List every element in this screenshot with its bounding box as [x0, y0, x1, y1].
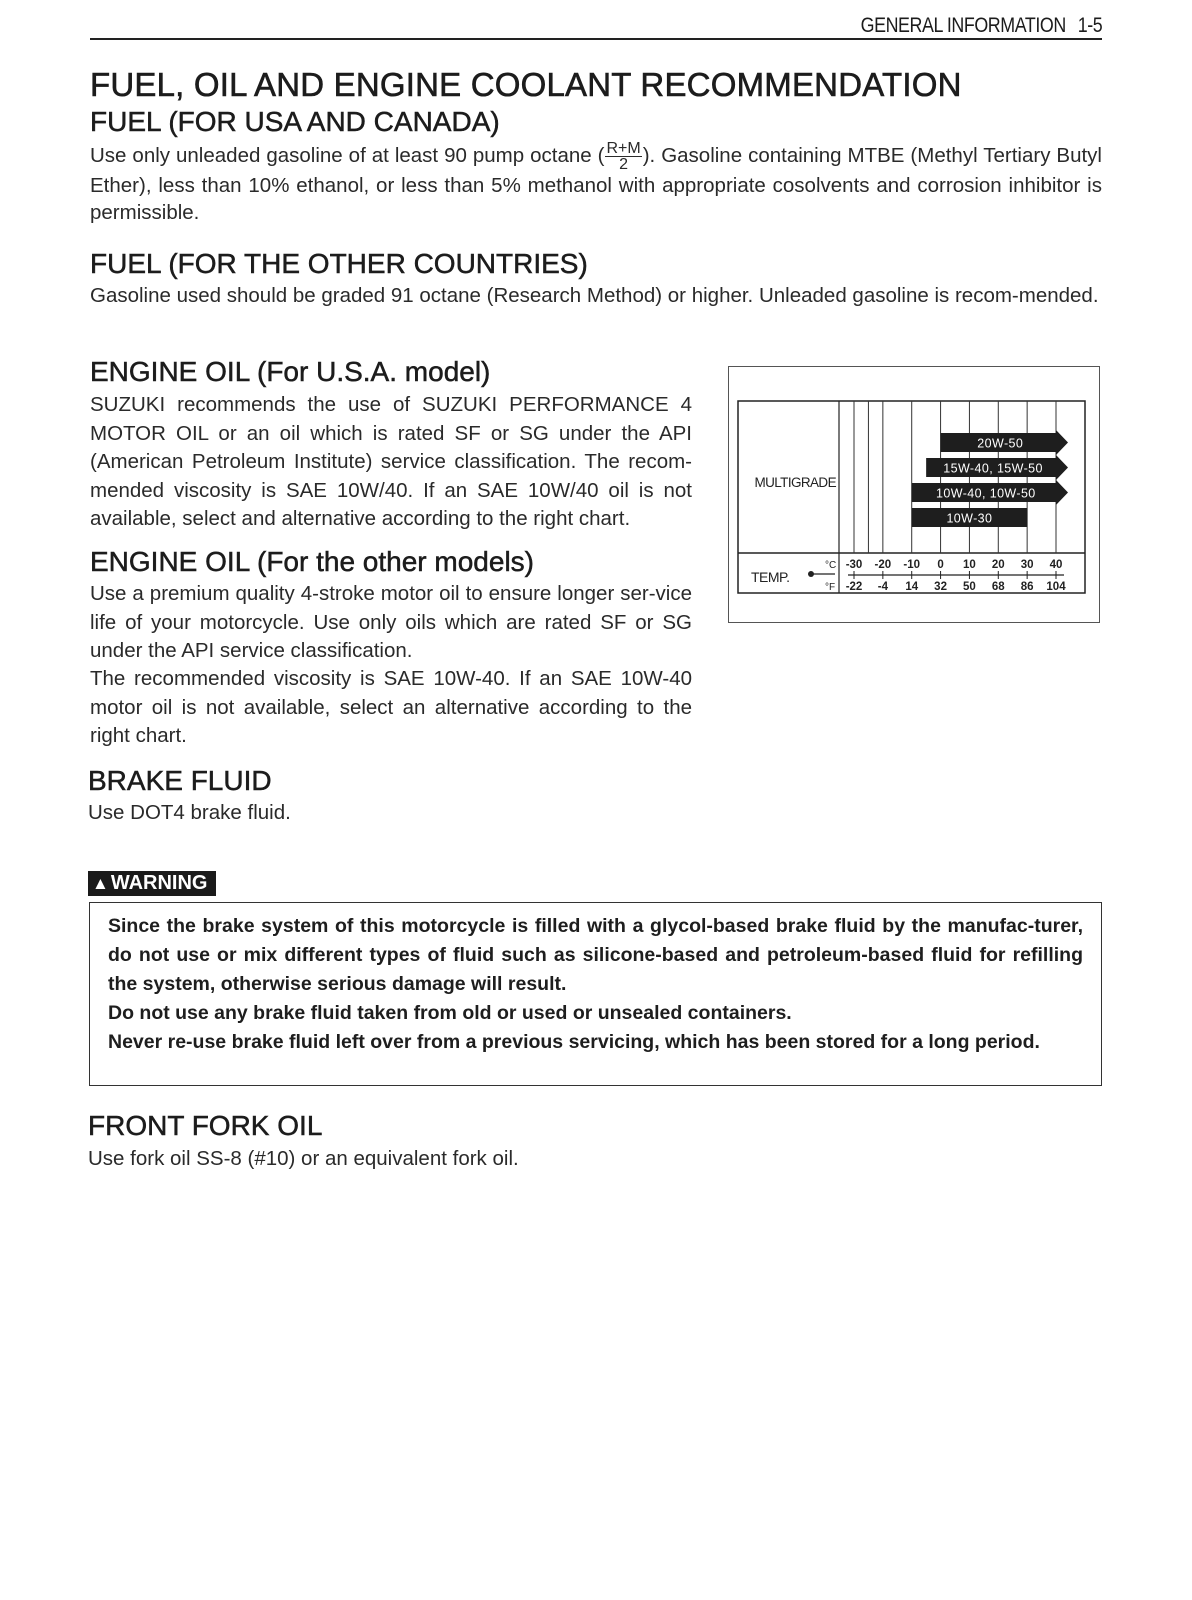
- celsius-tick-label: -20: [874, 559, 892, 571]
- chart-temp-scale-dot: [808, 571, 814, 577]
- viscosity-bar-label: 10W-30: [946, 511, 993, 526]
- fuel-other-text: Gasoline used should be graded 91 octane (Research Method) or higher. Unleaded gasoline is recom-mended.: [90, 284, 1099, 307]
- warning-triangle-icon: ▲: [92, 874, 109, 893]
- fahrenheit-tick-label: 50: [963, 581, 976, 593]
- fahrenheit-tick-label: 68: [991, 581, 1005, 593]
- viscosity-chart: [728, 366, 1100, 623]
- fuel-usa-text-before: Use only unleaded gasoline of at least 90 pump octane (: [90, 143, 605, 167]
- fahrenheit-tick-label: 86: [1020, 581, 1034, 593]
- page-title: FUEL, OIL AND ENGINE COOLANT RECOMMENDATION: [90, 66, 962, 103]
- warning-label: WARNING: [110, 872, 208, 894]
- warning-paragraph-2: Do not use any brake fluid taken from old or used or unsealed containers.: [108, 1002, 792, 1024]
- running-header: [90, 8, 1102, 40]
- warning-paragraph-3: Never re-use brake fluid left over from a previous servicing, which has been stored for a long period.: [108, 1031, 1040, 1053]
- oil-other-text-2: The recommended viscosity is SAE 10W-40. If an SAE 10W-40 motor oil is not available, select an alternative according to the right chart.: [90, 667, 692, 747]
- fahrenheit-tick-label: 104: [1046, 581, 1066, 593]
- chart-temp-label: TEMP.: [751, 569, 790, 585]
- brake-text: Use DOT4 brake fluid.: [88, 801, 291, 824]
- fuel-other-heading: FUEL (FOR THE OTHER COUNTRIES): [90, 248, 588, 279]
- oil-other-text-1: Use a premium quality 4-stroke motor oil to ensure longer ser-vice life of your motorcycle. Use only oils which are rated SF or SG under the API service classification.: [90, 582, 692, 662]
- header-section: GENERAL INFORMATION: [860, 14, 1066, 37]
- celsius-tick-label: 10: [963, 559, 976, 571]
- fuel-usa-text: [90, 141, 1102, 226]
- warning-badge: [88, 871, 216, 896]
- fraction-numerator: R+M: [606, 140, 641, 157]
- celsius-tick-label: 30: [1020, 559, 1034, 571]
- viscosity-chart-svg: [729, 367, 1101, 624]
- viscosity-bar-label: 15W-40, 15W-50: [943, 461, 1043, 476]
- page-number: 1-5: [1077, 14, 1102, 37]
- fuel-usa-heading: FUEL (FOR USA AND CANADA): [90, 106, 500, 137]
- chart-unit-celsius: °C: [825, 560, 837, 571]
- fahrenheit-tick-label: -4: [877, 581, 888, 593]
- warning-box: [89, 902, 1102, 1086]
- oil-usa-text: SUZUKI recommends the use of SUZUKI PERFORMANCE 4 MOTOR OIL or an oil which is rated SF or SG under the API (American Petroleum Institute) service classification. The recom-mended viscosity is SAE 10W/40. If an SAE 10W/40 oil is not available, select and alternative according to the right chart.: [90, 393, 692, 530]
- oil-usa-heading: ENGINE OIL (For U.S.A. model): [90, 356, 491, 387]
- header-text: [860, 14, 1102, 38]
- fahrenheit-tick-label: 14: [905, 581, 919, 593]
- warning-paragraph-1: Since the brake system of this motorcycle is filled with a glycol-based brake fluid by the manufac-turer, do not use or mix different types of fluid such as silicone-based and petroleum-based fluid for refilling the system, otherwise serious damage will result.: [108, 915, 1083, 995]
- fuel-usa-text-after: ). Gasoline containing MTBE (Methyl Tertiary Butyl Ether), less than 10% ethanol, or less than 5% methanol with appropriate cosolvents and corrosion inhibitor is permissible.: [90, 143, 1102, 224]
- viscosity-bar-label: 10W-40, 10W-50: [936, 486, 1036, 501]
- fahrenheit-tick-label: -22: [845, 581, 863, 593]
- viscosity-bar-label: 20W-50: [977, 436, 1024, 451]
- chart-unit-fahrenheit: °F: [825, 582, 836, 593]
- celsius-tick-label: 20: [991, 559, 1005, 571]
- celsius-tick-label: 0: [937, 559, 944, 571]
- fraction-denominator: 2: [619, 156, 629, 173]
- chart-row-label: MULTIGRADE: [754, 475, 836, 490]
- fahrenheit-tick-label: 32: [934, 581, 947, 593]
- brake-heading: BRAKE FLUID: [88, 765, 272, 796]
- celsius-tick-label: 40: [1049, 559, 1063, 571]
- oil-other-heading: ENGINE OIL (For the other models): [90, 546, 534, 577]
- celsius-tick-label: -10: [903, 559, 921, 571]
- fork-heading: FRONT FORK OIL: [88, 1110, 323, 1141]
- fork-text: Use fork oil SS-8 (#10) or an equivalent fork oil.: [88, 1147, 519, 1170]
- octane-fraction: [605, 141, 641, 172]
- celsius-tick-label: -30: [845, 559, 863, 571]
